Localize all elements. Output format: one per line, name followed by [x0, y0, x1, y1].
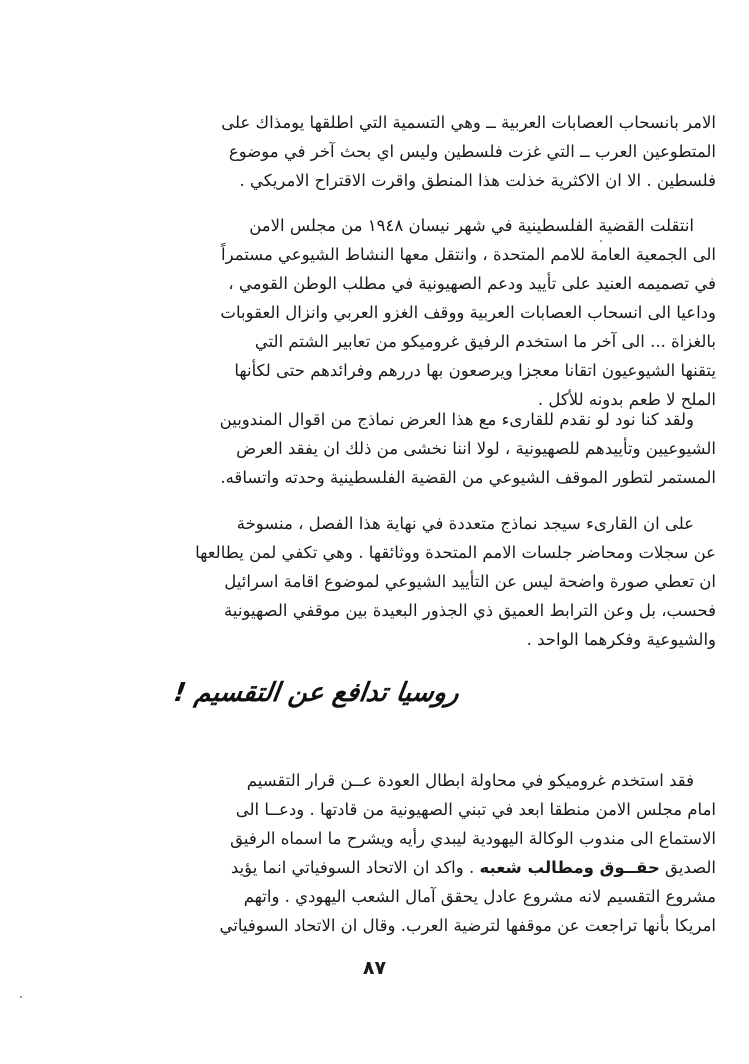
paragraph-line: على ان القارىء سيجد نماذج متعددة في نهاية هذا الفصل ، منسوخة [236, 514, 694, 533]
scan-speck [20, 996, 22, 998]
paragraph-line: يتقنها الشيوعيون اتقانا معجزا ويرصعون بها دررهم وفرائدهم حتى لكأنها [234, 361, 716, 380]
section-heading: روسيا تدافع عن التقسيم ! [171, 678, 462, 708]
paragraph-1 [90, 108, 716, 195]
paragraph-line: ولقد كنا نود لو نقدم للقارىء مع هذا العرض نماذج من اقوال المندوبين [219, 410, 694, 429]
paragraph-line: المستمر لتطور الموقف الشيوعي من القضية الفلسطينية وحدته واتساقه. [220, 468, 716, 487]
paragraph-line: الشيوعيين وتأييدهم للصهيونية ، لولا اننا نخشى من ذلك ان يفقد العرض [236, 439, 716, 458]
scan-speck [600, 240, 602, 242]
paragraph-line [90, 853, 716, 882]
line-text: . واكد ان الاتحاد السوفياتي انما يؤيد [230, 858, 480, 877]
paragraph-line: امام مجلس الامن منطقا ابعد في تبني الصهيونية من قادتها . ودعــا الى [235, 800, 716, 819]
paragraph-5 [90, 766, 716, 940]
paragraph-line: بالغزاة ... الى آخر ما استخدم الرفيق غروميكو من تعابير الشتم التي [254, 332, 716, 351]
page-number: ٨٧ [362, 957, 387, 979]
paragraph-line: والشيوعية وفكرهما الواحد . [526, 630, 716, 649]
paragraph-line: فلسطين . الا ان الاكثرية خذلت هذا المنطق واقرت الاقتراح الامريكي . [239, 171, 716, 190]
paragraph-line: الملح لا طعم بدونه للأكل . [537, 390, 716, 409]
paragraph-line: مشروع التقسيم لانه مشروع عادل يحقق آمال الشعب اليهودي . واتهم [243, 887, 716, 906]
paragraph-line: الى الجمعية العامة للامم المتحدة ، وانتقل معها النشاط الشيوعي مستمراً [221, 245, 716, 264]
paragraph-line: وداعيا الى انسحاب العصابات العربية ووقف الغزو العربي وانزال العقوبات [220, 303, 716, 322]
paragraph-line: فقد استخدم غروميكو في محاولة ابطال العودة عــن قرار التقسيم [246, 771, 694, 790]
paragraph-line: في تصميمه العنيد على تأييد ودعم الصهيونية في مطلب الوطن القومي ، [228, 274, 716, 293]
line-text: الصديق [659, 858, 716, 877]
paragraph-4 [90, 509, 716, 654]
paragraph-line: امريكا بأنها تراجعت عن موقفها لترضية العرب. وقال ان الاتحاد السوفياتي [219, 916, 716, 935]
paragraph-3 [90, 405, 716, 492]
paragraph-line: الاستماع الى مندوب الوكالة اليهودية ليبدي رأيه ويشرح ما اسماه الرفيق [230, 829, 716, 848]
paragraph-line: المتطوعين العرب ــ التي غزت فلسطين وليس اي بحث آخر في موضوع [228, 142, 716, 161]
paragraph-line: الامر بانسحاب العصابات العربية ــ وهي التسمية التي اطلقها يومذاك على [221, 113, 716, 132]
paragraph-line: ان تعطي صورة واضحة ليس عن التأييد الشيوعي لموضوع اقامة اسرائيل [224, 572, 716, 591]
paragraph-line: عن سجلات ومحاضر جلسات الامم المتحدة ووثائقها . وهي تكفي لمن يطالعها [195, 543, 716, 562]
paragraph-line: فحسب، بل وعن الترابط العميق ذي الجذور البعيدة بين موقفي الصهيونية [224, 601, 716, 620]
bold-phrase: حقــوق ومطالب شعبه [479, 858, 660, 877]
paragraph-2 [90, 211, 716, 414]
paragraph-line: انتقلت القضية الفلسطينية في شهر نيسان ١٩٤٨ من مجلس الامن [249, 216, 694, 235]
